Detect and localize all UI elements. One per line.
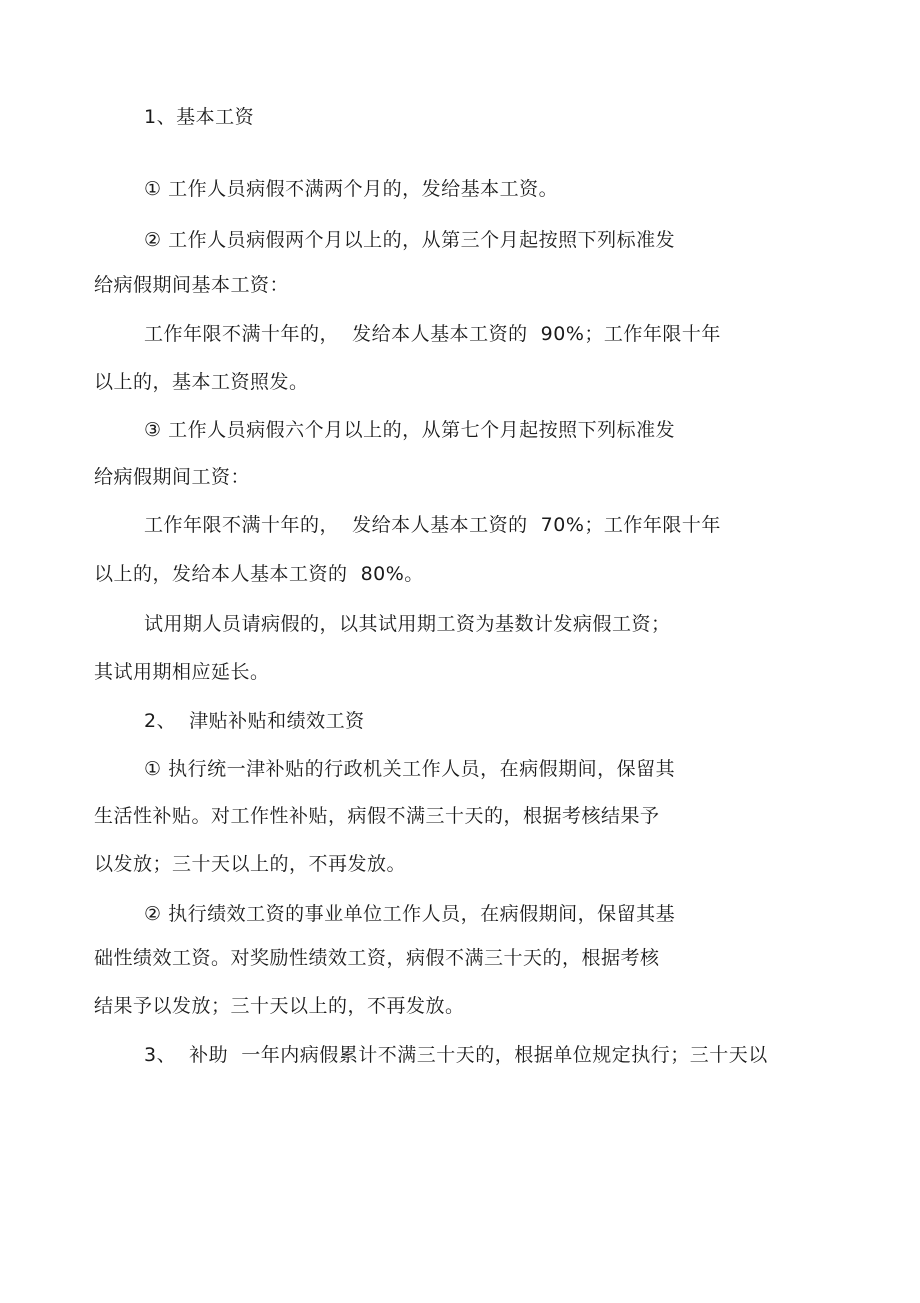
paragraph-line: 工作年限不满十年的， 发给本人基本工资的 70%；工作年限十年 <box>144 514 721 536</box>
paragraph-line: ① 执行统一津补贴的行政机关工作人员，在病假期间，保留其 <box>144 758 676 780</box>
paragraph-line: 给病假期间工资： <box>94 466 251 488</box>
paragraph-line: ② 执行绩效工资的事业单位工作人员，在病假期间，保留其基 <box>144 903 676 925</box>
paragraph-line: ③ 工作人员病假六个月以上的，从第七个月起按照下列标准发 <box>144 419 676 441</box>
paragraph-line: 结果予以发放；三十天以上的，不再发放。 <box>94 995 465 1017</box>
paragraph-line: 工作年限不满十年的， 发给本人基本工资的 90%；工作年限十年 <box>144 323 721 345</box>
paragraph-line: 础性绩效工资。对奖励性绩效工资，病假不满三十天的，根据考核 <box>94 947 660 969</box>
paragraph-line: 以上的，发给本人基本工资的 80%。 <box>94 563 424 585</box>
paragraph-line: ② 工作人员病假两个月以上的，从第三个月起按照下列标准发 <box>144 229 676 251</box>
paragraph-line: 其试用期相应延长。 <box>94 661 270 683</box>
paragraph-line: 给病假期间基本工资： <box>94 274 290 296</box>
paragraph-line: 以发放；三十天以上的，不再发放。 <box>94 853 407 875</box>
section-heading-subsidy: 3、 补助 一年内病假累计不满三十天的，根据单位规定执行；三十天以 <box>144 1044 768 1066</box>
paragraph-line: 试用期人员请病假的，以其试用期工资为基数计发病假工资； <box>144 613 671 635</box>
paragraph-line: ① 工作人员病假不满两个月的，发给基本工资。 <box>144 178 559 200</box>
section-heading-allowance: 2、 津贴补贴和绩效工资 <box>144 710 365 732</box>
paragraph-line: 生活性补贴。对工作性补贴，病假不满三十天的，根据考核结果予 <box>94 805 660 827</box>
section-heading-basic-salary: 1、基本工资 <box>144 106 255 128</box>
paragraph-line: 以上的，基本工资照发。 <box>94 371 309 393</box>
